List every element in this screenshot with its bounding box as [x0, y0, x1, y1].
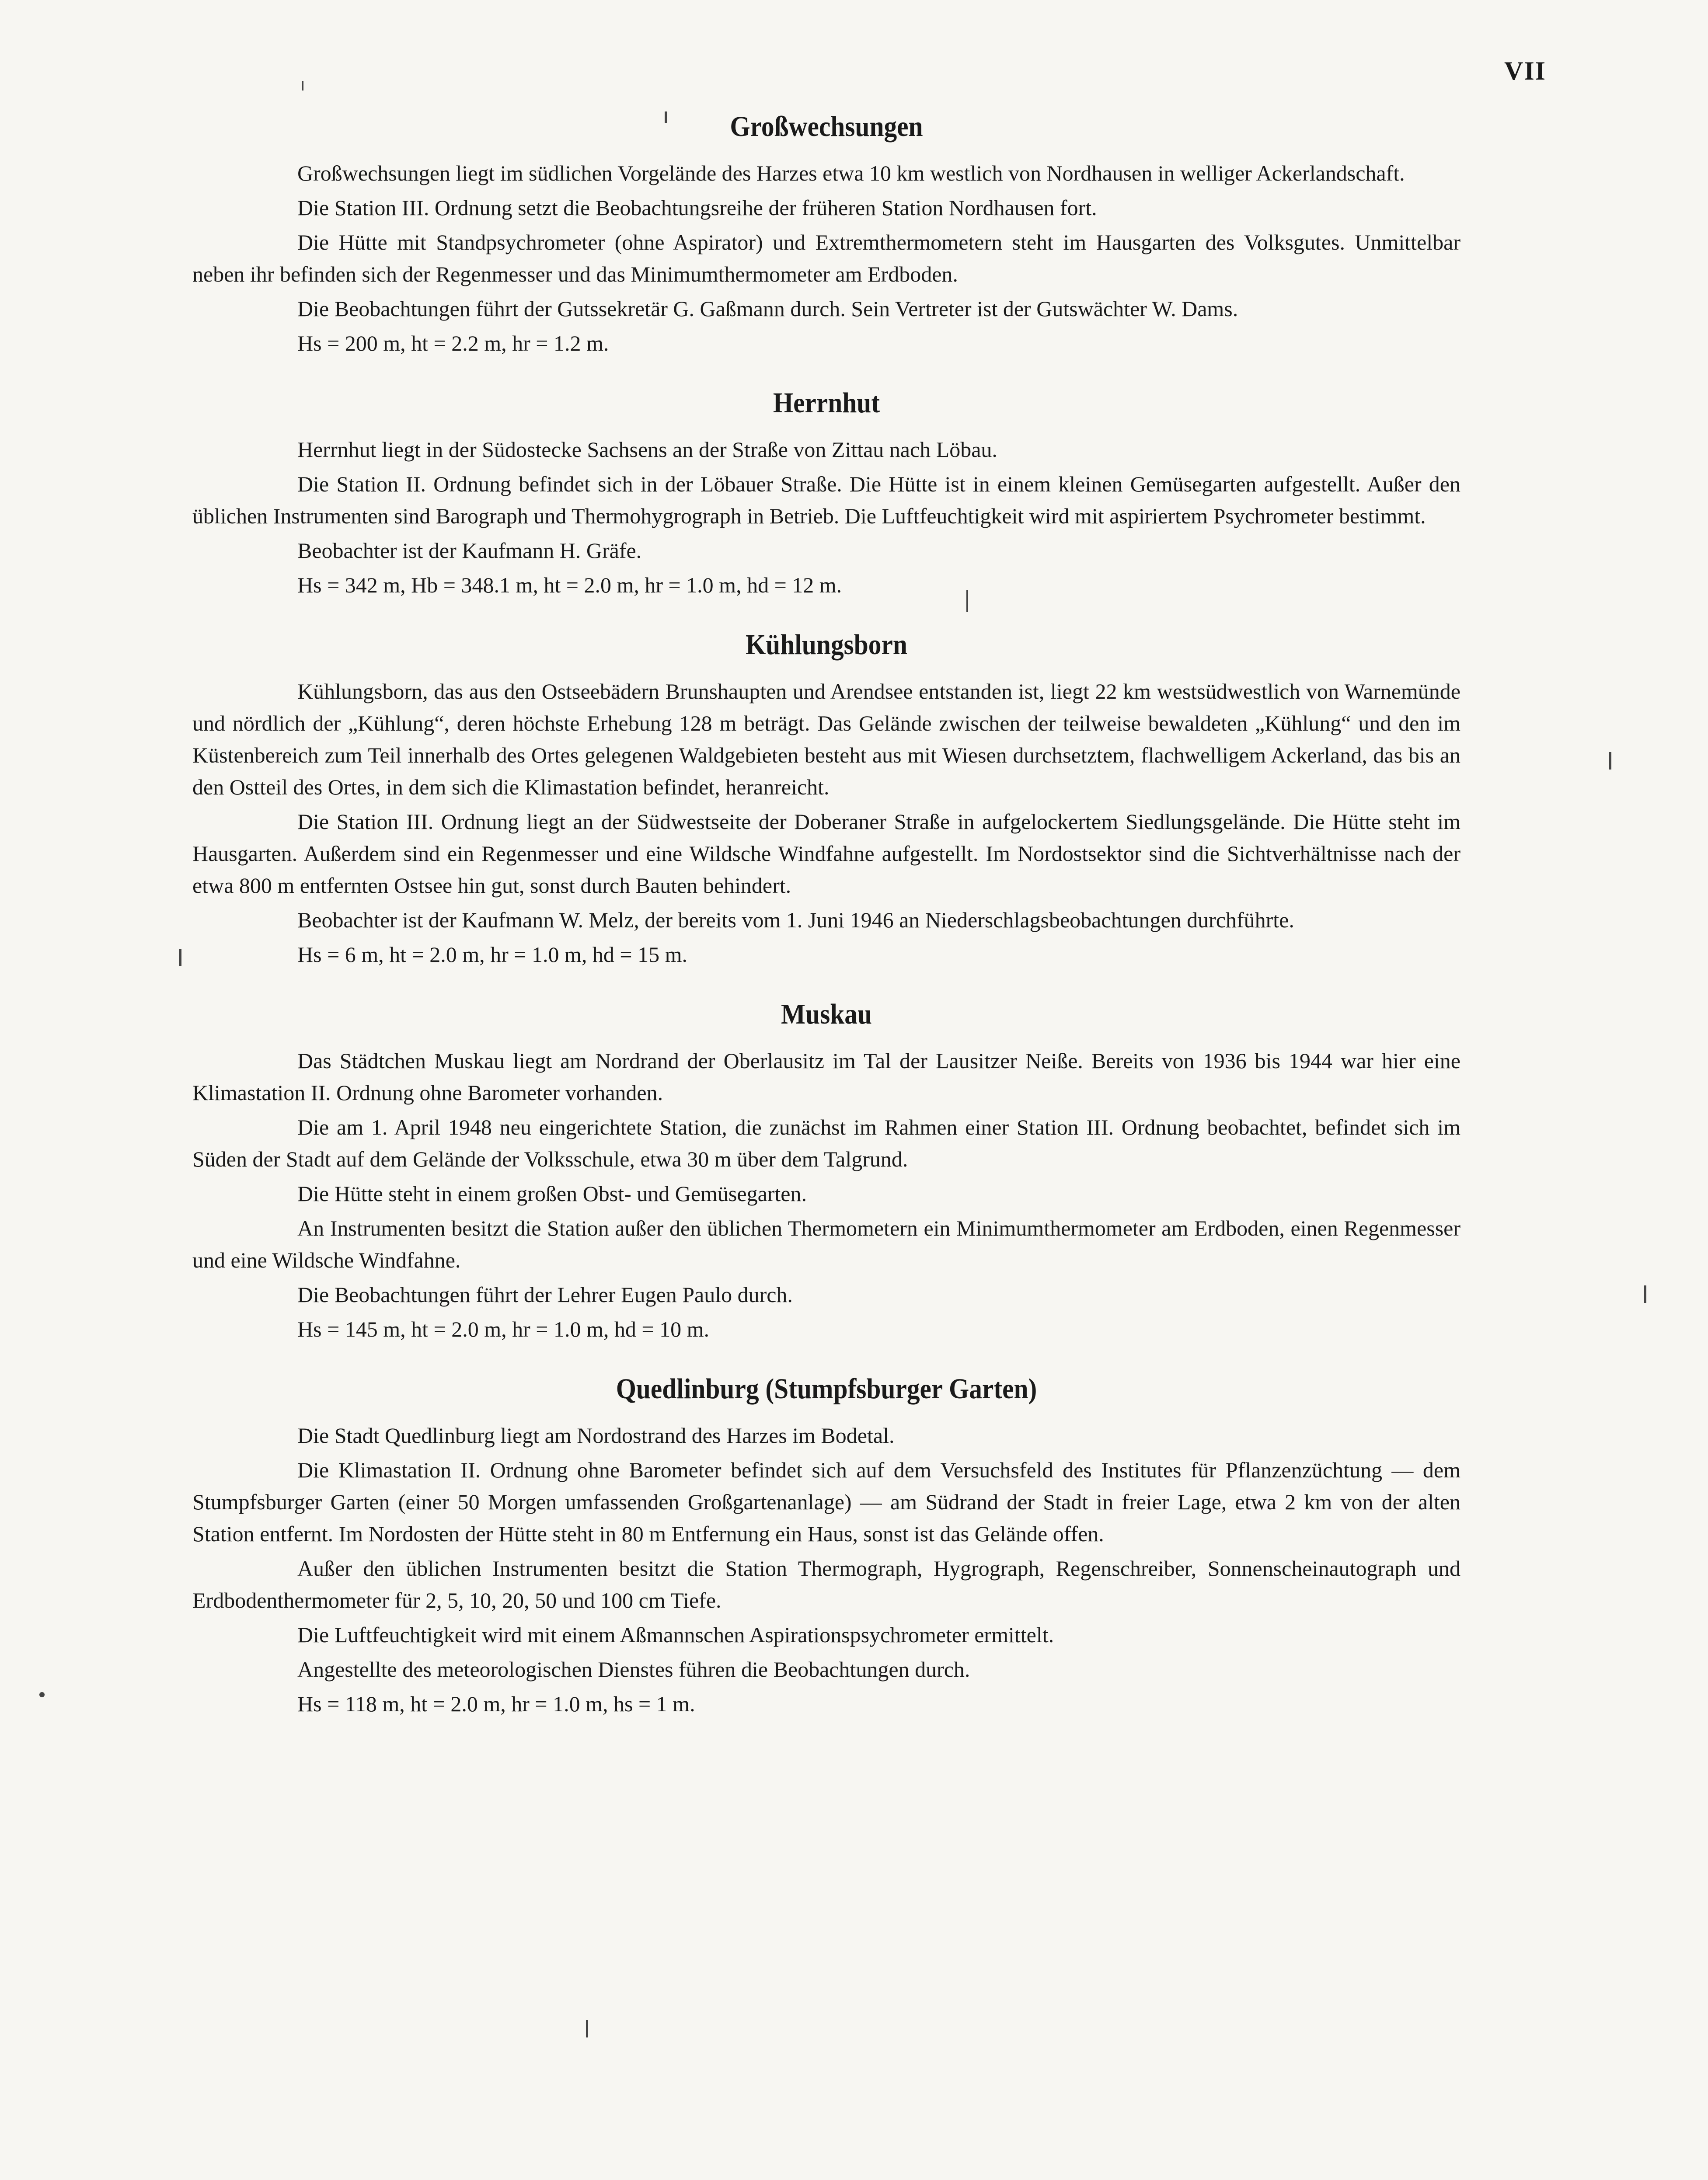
paragraph: Die Stadt Quedlinburg liegt am Nordostrand des Harzes im Bodetal.: [297, 1423, 895, 1448]
section-herrnhut: [192, 386, 1461, 601]
section-title: Großwechsungen: [730, 111, 923, 143]
paragraph: Die am 1. April 1948 neu eingerichtete Station, die zunächst im Rahmen einer Station III. Ordnung beobachtet, befindet sich im Süden der Stadt auf dem Gelände der Volksschule, etwa 30 m über dem Talgrund.: [192, 1115, 1461, 1171]
station-formula: Hs = 118 m, ht = 2.0 m, hr = 1.0 m, hs = 1 m.: [297, 1692, 695, 1716]
paragraph: Das Städtchen Muskau liegt am Nordrand der Oberlausitz im Tal der Lausitzer Neiße. Bereits von 1936 bis 1944 war hier eine Klimastation II. Ordnung ohne Barometer vorhanden.: [192, 1048, 1461, 1105]
section-muskau: [192, 997, 1461, 1345]
section-title: Herrnhut: [773, 387, 880, 419]
section-title: Kühlungsborn: [746, 629, 907, 661]
section-quedlinburg: [192, 1372, 1461, 1720]
paragraph: Außer den üblichen Instrumenten besitzt die Station Thermograph, Hygrograph, Regenschreiber, Sonnenscheinautograph und Erdbodenthermometer für 2, 5, 10, 20, 50 und 100 cm Tiefe.: [192, 1556, 1461, 1612]
paragraph: Die Station II. Ordnung befindet sich in der Löbauer Straße. Die Hütte ist in einem kleinen Gemüsegarten aufgestellt. Außer den üblichen Instrumenten sind Barograph und Thermohygrograph in Betrieb. Die Luftfeuchtigkeit wird mit aspiriertem Psychrometer bestimmt.: [192, 472, 1461, 528]
scan-speck: [586, 2020, 588, 2037]
paragraph: Die Beobachtungen führt der Lehrer Eugen Paulo durch.: [297, 1282, 793, 1307]
paragraph: Beobachter ist der Kaufmann W. Melz, der bereits vom 1. Juni 1946 an Niederschlagsbeobachtungen durchführte.: [297, 908, 1294, 932]
document-body: [192, 109, 1461, 1720]
paragraph: Kühlungsborn, das aus den Ostseebädern Brunshaupten und Arendsee entstanden ist, liegt 22 km westsüdwestlich von Warnemünde und nördlich der „Kühlung“, deren höchste Erhebung 128 m beträgt. Das Gelände zwischen der teilweise bewaldeten „Kühlung“ und den im Küstenbereich zum Teil innerhalb des Ortes gelegenen Waldgebieten besteht aus mit Wiesen durchsetztem, flachwelligem Ackerland, das bis an den Ostteil des Ortes, in dem sich die Klimastation befindet, heranreicht.: [192, 679, 1461, 799]
scan-speck: [302, 81, 303, 91]
scan-speck: [966, 590, 968, 612]
paragraph: Die Beobachtungen führt der Gutssekretär G. Gaßmann durch. Sein Vertreter ist der Gutswächter W. Dams.: [297, 296, 1238, 321]
paragraph: Die Hütte mit Standpsychrometer (ohne Aspirator) und Extremthermometern steht im Hausgarten des Volksgutes. Unmittelbar neben ihr befinden sich der Regenmesser und das Minimumthermometer am Erdboden.: [192, 230, 1461, 286]
paragraph: Angestellte des meteorologischen Dienstes führen die Beobachtungen durch.: [297, 1657, 970, 1682]
paragraph: Die Station III. Ordnung setzt die Beobachtungsreihe der früheren Station Nordhausen fort.: [297, 195, 1097, 220]
scan-speck: [1644, 1285, 1646, 1303]
scan-speck: [39, 1692, 45, 1697]
station-formula: Hs = 6 m, ht = 2.0 m, hr = 1.0 m, hd = 15 m.: [297, 942, 687, 967]
station-formula: Hs = 342 m, Hb = 348.1 m, ht = 2.0 m, hr = 1.0 m, hd = 12 m.: [297, 573, 842, 597]
station-formula: Hs = 200 m, ht = 2.2 m, hr = 1.2 m.: [297, 331, 609, 355]
paragraph: Die Klimastation II. Ordnung ohne Barometer befindet sich auf dem Versuchsfeld des Institutes für Pflanzenzüchtung — dem Stumpfsburger Garten (einer 50 Morgen umfassenden Großgartenanlage) — am Südrand der Stadt in freier Lage, etwa 2 km von der alten Station entfernt. Im Nordosten der Hütte steht in 80 m Entfernung ein Haus, sonst ist das Gelände offen.: [192, 1458, 1461, 1546]
paragraph: Die Station III. Ordnung liegt an der Südwestseite der Doberaner Straße in aufgelockertem Siedlungsgelände. Die Hütte steht im Hausgarten. Außerdem sind ein Regenmesser und eine Wildsche Windfahne aufgestellt. Im Nordostsektor sind die Sichtverhältnisse nach der etwa 800 m entfernten Ostsee hin gut, sonst durch Bauten behindert.: [192, 809, 1461, 898]
paragraph: Beobachter ist der Kaufmann H. Gräfe.: [297, 538, 642, 563]
paragraph: Die Luftfeuchtigkeit wird mit einem Aßmannschen Aspirationspsychrometer ermittelt.: [297, 1623, 1054, 1647]
paragraph: Herrnhut liegt in der Südostecke Sachsens an der Straße von Zittau nach Löbau.: [297, 437, 997, 462]
scan-speck: [179, 949, 181, 966]
paragraph: Großwechsungen liegt im südlichen Vorgelände des Harzes etwa 10 km westlich von Nordhausen in welliger Ackerlandschaft.: [297, 161, 1405, 185]
page-number: VII: [1504, 56, 1547, 85]
paragraph: An Instrumenten besitzt die Station außer den üblichen Thermometern ein Minimumthermometer am Erdboden, einen Regenmesser und eine Wildsche Windfahne.: [192, 1216, 1461, 1272]
section-grosswechsungen: [192, 109, 1461, 359]
station-formula: Hs = 145 m, ht = 2.0 m, hr = 1.0 m, hd = 10 m.: [297, 1317, 709, 1341]
section-title: Quedlinburg (Stumpfsburger Garten): [616, 1373, 1037, 1405]
scan-speck: [665, 111, 667, 123]
scan-speck: [1609, 752, 1611, 770]
paragraph: Die Hütte steht in einem großen Obst- und Gemüsegarten.: [297, 1181, 807, 1206]
section-kuehlungsborn: [192, 627, 1461, 971]
section-title: Muskau: [781, 998, 872, 1030]
